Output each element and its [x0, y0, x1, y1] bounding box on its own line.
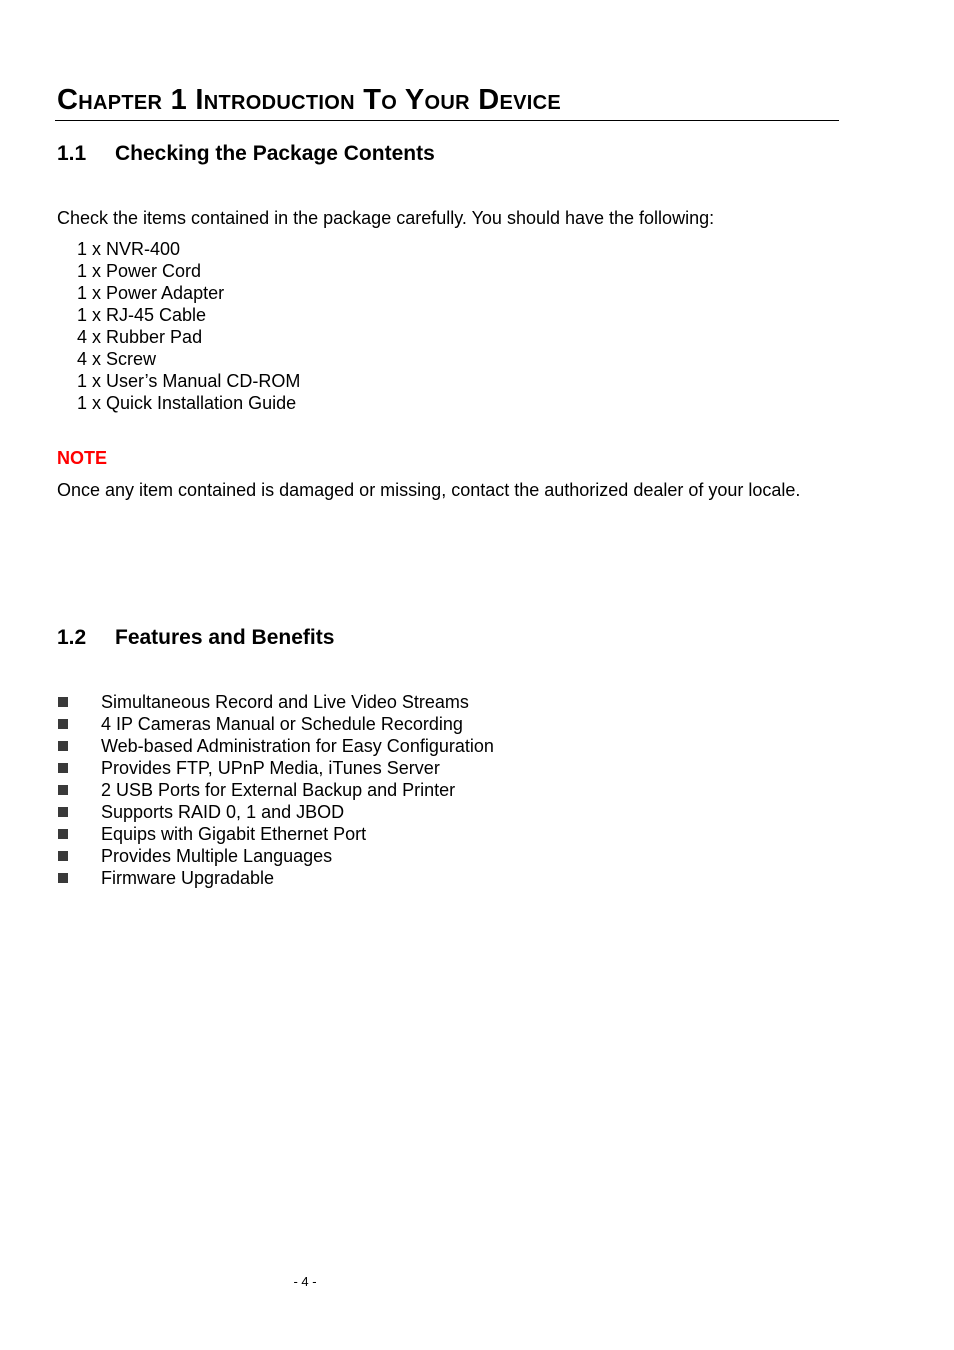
package-contents-list [77, 238, 300, 414]
package-item: 1 x RJ-45 Cable [77, 305, 207, 325]
feature-text: Web-based Administration for Easy Configuration [101, 736, 494, 756]
section-heading-features [57, 625, 334, 651]
feature-text: Provides FTP, UPnP Media, iTunes Server [101, 758, 440, 778]
section-number: 1.1 [57, 142, 87, 165]
note-text: Once any item contained is damaged or missing, contact the authorized dealer of your locale. [57, 480, 801, 500]
feature-item [57, 867, 494, 889]
feature-item [57, 757, 494, 779]
section-heading-package-contents [57, 141, 435, 167]
square-bullet-icon [58, 719, 68, 729]
package-item: 4 x Rubber Pad [77, 327, 203, 347]
package-item: 1 x NVR-400 [77, 239, 181, 259]
square-bullet-icon [58, 873, 68, 883]
chapter-divider [55, 120, 839, 121]
note-label: NOTE [57, 448, 108, 468]
package-item: 1 x User’s Manual CD-ROM [77, 371, 301, 391]
feature-item [57, 691, 494, 713]
square-bullet-icon [58, 851, 68, 861]
feature-item [57, 713, 494, 735]
feature-text: 4 IP Cameras Manual or Schedule Recording [101, 714, 463, 734]
square-bullet-icon [58, 763, 68, 773]
square-bullet-icon [58, 807, 68, 817]
section-title: Checking the Package Contents [115, 142, 435, 165]
page-number: - 4 - [293, 1274, 317, 1289]
feature-text: Supports RAID 0, 1 and JBOD [101, 802, 345, 822]
feature-item [57, 735, 494, 757]
package-item: 1 x Power Adapter [77, 283, 225, 303]
feature-item [57, 845, 494, 867]
feature-text: Provides Multiple Languages [101, 846, 333, 866]
feature-item [57, 801, 494, 823]
square-bullet-icon [58, 829, 68, 839]
chapter-title: Chapter 1 Introduction To Your Device [57, 84, 561, 116]
feature-text: 2 USB Ports for External Backup and Printer [101, 780, 456, 800]
feature-text: Firmware Upgradable [101, 868, 275, 888]
square-bullet-icon [58, 785, 68, 795]
package-item: 1 x Quick Installation Guide [77, 393, 297, 413]
feature-item [57, 779, 494, 801]
square-bullet-icon [58, 697, 68, 707]
section-title: Features and Benefits [115, 626, 335, 649]
feature-item [57, 823, 494, 845]
package-item: 1 x Power Cord [77, 261, 202, 281]
section-number: 1.2 [57, 626, 87, 649]
feature-text: Simultaneous Record and Live Video Streams [101, 692, 469, 712]
square-bullet-icon [58, 741, 68, 751]
package-intro-text: Check the items contained in the package carefully. You should have the following: [57, 208, 715, 228]
features-list [57, 691, 494, 889]
package-item: 4 x Screw [77, 349, 157, 369]
feature-text: Equips with Gigabit Ethernet Port [101, 824, 367, 844]
